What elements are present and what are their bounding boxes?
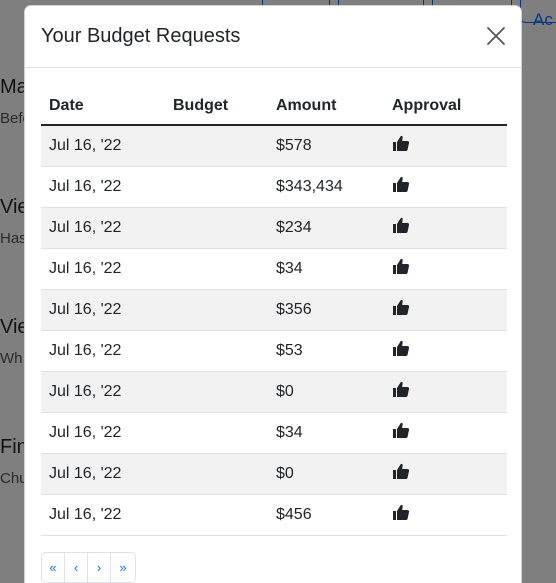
table-row [41,494,507,535]
cell-amount: $0 [268,371,384,412]
pagination [41,552,136,583]
modal-body [41,88,507,536]
cell-date: Jul 16, '22 [41,289,165,330]
cell-amount: $53 [268,330,384,371]
thumbs-up-icon[interactable] [392,257,410,280]
cell-budget [165,289,268,330]
thumbs-up-icon[interactable] [392,216,410,239]
cell-budget [165,166,268,207]
cell-date: Jul 16, '22 [41,494,165,535]
cell-approval [384,453,507,494]
modal-title: Your Budget Requests [41,25,241,47]
cell-budget [165,494,268,535]
cell-budget [165,330,268,371]
modal-header [25,6,521,68]
close-button[interactable] [485,25,507,47]
column-header-amount[interactable]: Amount [268,88,384,125]
cell-approval [384,330,507,371]
thumbs-up-icon[interactable] [392,175,410,198]
previous-page-button[interactable]: ‹ [65,553,88,582]
table-row [41,248,507,289]
cell-approval [384,371,507,412]
cell-approval [384,289,507,330]
cell-date: Jul 16, '22 [41,166,165,207]
thumbs-up-icon[interactable] [392,339,410,362]
table-row [41,453,507,494]
cell-date: Jul 16, '22 [41,412,165,453]
cell-budget [165,207,268,248]
cell-budget [165,412,268,453]
cell-approval [384,207,507,248]
cell-date: Jul 16, '22 [41,371,165,412]
cell-amount: $456 [268,494,384,535]
last-page-button[interactable]: » [111,553,135,582]
table-header-row [41,88,507,125]
column-header-budget[interactable]: Budget [165,88,268,125]
first-page-button[interactable]: « [42,553,65,582]
cell-approval [384,412,507,453]
table-row [41,371,507,412]
cell-amount: $343,434 [268,166,384,207]
cell-approval [384,166,507,207]
column-header-approval[interactable]: Approval [384,88,507,125]
next-page-button[interactable]: › [88,553,111,582]
cell-budget [165,125,268,166]
table-row [41,125,507,166]
thumbs-up-icon[interactable] [392,462,410,485]
table-row [41,330,507,371]
thumbs-up-icon[interactable] [392,421,410,444]
cell-date: Jul 16, '22 [41,453,165,494]
table-row [41,289,507,330]
cell-budget [165,248,268,289]
cell-budget [165,371,268,412]
cell-date: Jul 16, '22 [41,207,165,248]
table-row [41,207,507,248]
cell-amount: $34 [268,412,384,453]
table-row [41,166,507,207]
table-row [41,412,507,453]
cell-approval [384,494,507,535]
column-header-date[interactable]: Date [41,88,165,125]
cell-approval [384,125,507,166]
cell-date: Jul 16, '22 [41,248,165,289]
thumbs-up-icon[interactable] [392,298,410,321]
cell-approval [384,248,507,289]
cell-date: Jul 16, '22 [41,125,165,166]
cell-date: Jul 16, '22 [41,330,165,371]
thumbs-up-icon[interactable] [392,134,410,157]
cell-amount: $0 [268,453,384,494]
cell-amount: $234 [268,207,384,248]
budget-requests-table [41,88,507,536]
cell-budget [165,453,268,494]
budget-requests-modal [24,5,522,583]
cell-amount: $34 [268,248,384,289]
cell-amount: $578 [268,125,384,166]
thumbs-up-icon[interactable] [392,503,410,526]
close-icon [485,25,507,47]
cell-amount: $356 [268,289,384,330]
thumbs-up-icon[interactable] [392,380,410,403]
